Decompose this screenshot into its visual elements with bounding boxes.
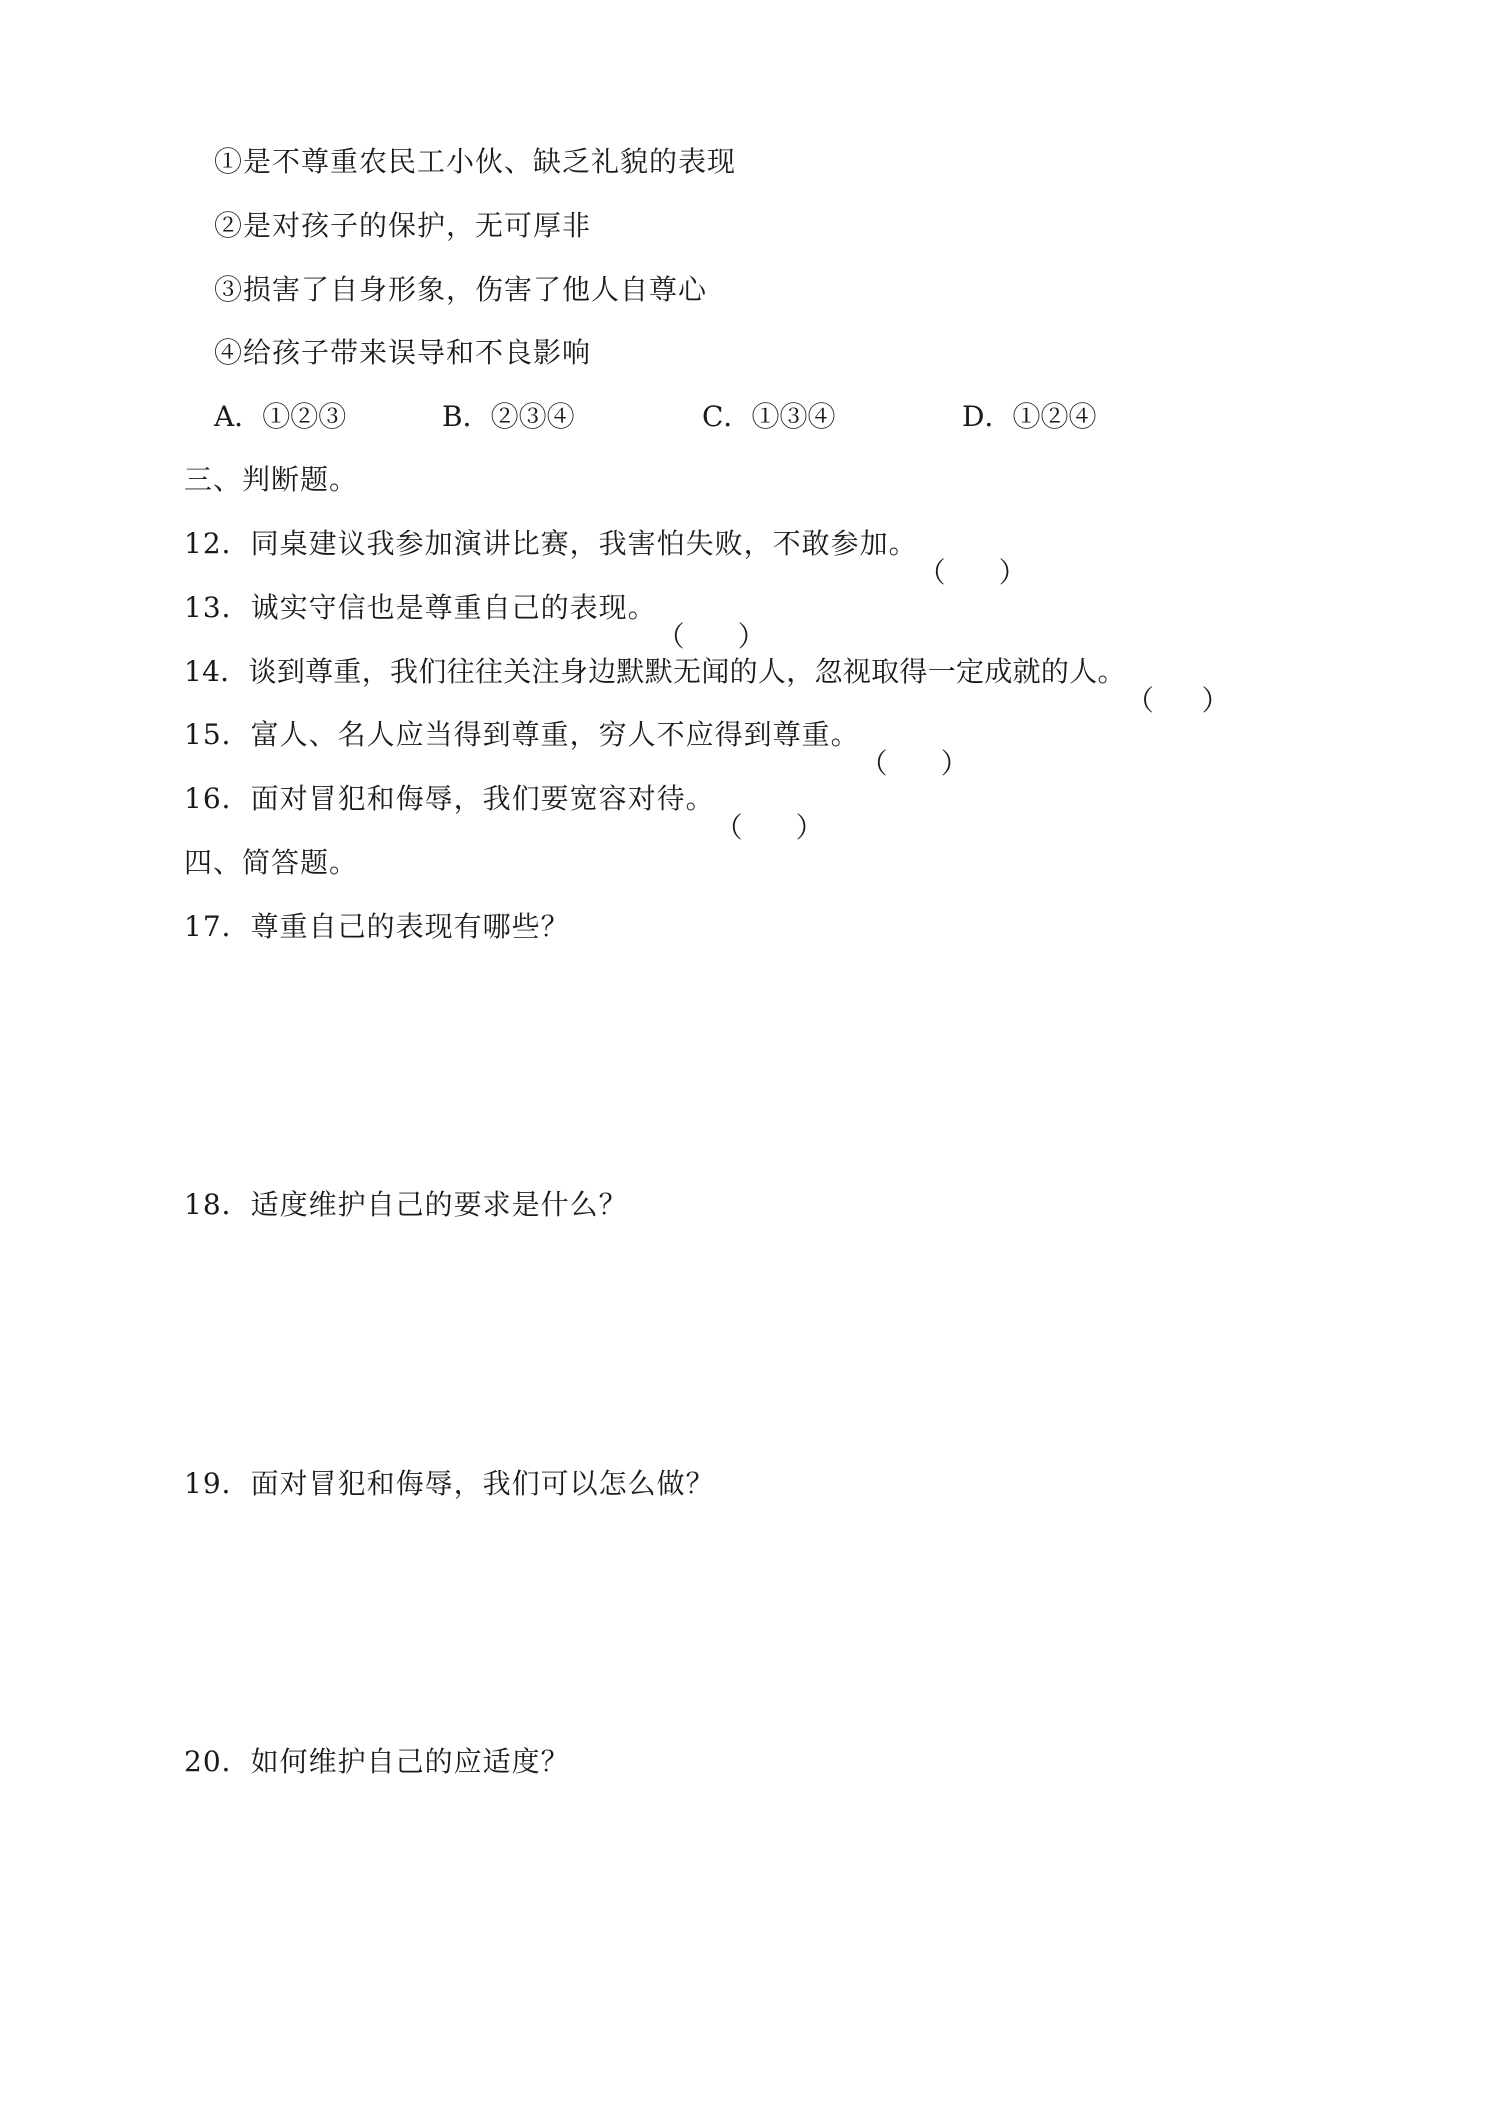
question-number: 20． xyxy=(184,1745,251,1778)
question-text: 谈到尊重，我们往往关注身边默默无闻的人，忽视取得一定成就的人。 xyxy=(248,655,1126,688)
judgement-13: 13．诚实守信也是尊重自己的表现。 （ ） xyxy=(184,591,767,653)
option-text: ①②④ xyxy=(1012,400,1097,433)
section-title-short-answer: 四、简答题。 xyxy=(184,846,359,879)
question-text: 富人、名人应当得到尊重，穷人不应得到尊重。 xyxy=(250,718,860,751)
question-text: 面对冒犯和侮辱，我们要宽容对待。 xyxy=(250,782,715,815)
question-number: 12． xyxy=(184,527,251,560)
question-17 xyxy=(184,907,570,947)
question-number: 16． xyxy=(184,782,251,815)
judgement-15: 15．富人、名人应当得到尊重，穷人不应得到尊重。 （ ） xyxy=(184,718,970,780)
section-title-judgement: 三、判断题。 xyxy=(184,463,359,496)
option-label: D． xyxy=(962,400,1013,433)
option-label: B． xyxy=(442,400,491,433)
option-a xyxy=(214,397,346,437)
question-20 xyxy=(184,1742,570,1782)
question-number: 17． xyxy=(184,910,251,943)
option-c xyxy=(702,397,835,437)
judgement-16: 16．面对冒犯和侮辱，我们要宽容对待。 （ ） xyxy=(184,782,825,844)
statement-1: ①是不尊重农民工小伙、缺乏礼貌的表现 xyxy=(214,145,737,178)
statement-3: ③损害了自身形象，伤害了他人自尊心 xyxy=(214,273,708,306)
statement-2: ②是对孩子的保护，无可厚非 xyxy=(214,209,592,242)
option-b xyxy=(442,397,575,437)
judgement-12: 12．同桌建议我参加演讲比赛，我害怕失败，不敢参加。 （ ） xyxy=(184,527,1028,589)
option-text: ②③④ xyxy=(490,400,575,433)
question-number: 19． xyxy=(184,1467,251,1500)
question-text: 同桌建议我参加演讲比赛，我害怕失败，不敢参加。 xyxy=(250,527,918,560)
option-text: ①②③ xyxy=(262,400,347,433)
question-text: 如何维护自己的应适度？ xyxy=(250,1745,570,1778)
option-d xyxy=(962,397,1096,437)
question-text: 诚实守信也是尊重自己的表现。 xyxy=(250,591,657,624)
option-label: A． xyxy=(214,400,263,433)
option-text: ①③④ xyxy=(751,400,836,433)
question-18 xyxy=(184,1185,628,1225)
question-19 xyxy=(184,1464,715,1504)
question-text: 适度维护自己的要求是什么？ xyxy=(250,1188,628,1221)
question-number: 14． xyxy=(184,655,249,688)
question-text: 尊重自己的表现有哪些？ xyxy=(250,910,570,943)
question-number: 13． xyxy=(184,591,251,624)
question-text: 面对冒犯和侮辱，我们可以怎么做？ xyxy=(250,1467,715,1500)
statement-4: ④给孩子带来误导和不良影响 xyxy=(214,336,592,369)
question-number: 18． xyxy=(184,1188,251,1221)
judgement-14: 14．谈到尊重，我们往往关注身边默默无闻的人，忽视取得一定成就的人。 （ ） xyxy=(184,655,1230,717)
question-number: 15． xyxy=(184,718,251,751)
option-label: C． xyxy=(702,400,752,433)
